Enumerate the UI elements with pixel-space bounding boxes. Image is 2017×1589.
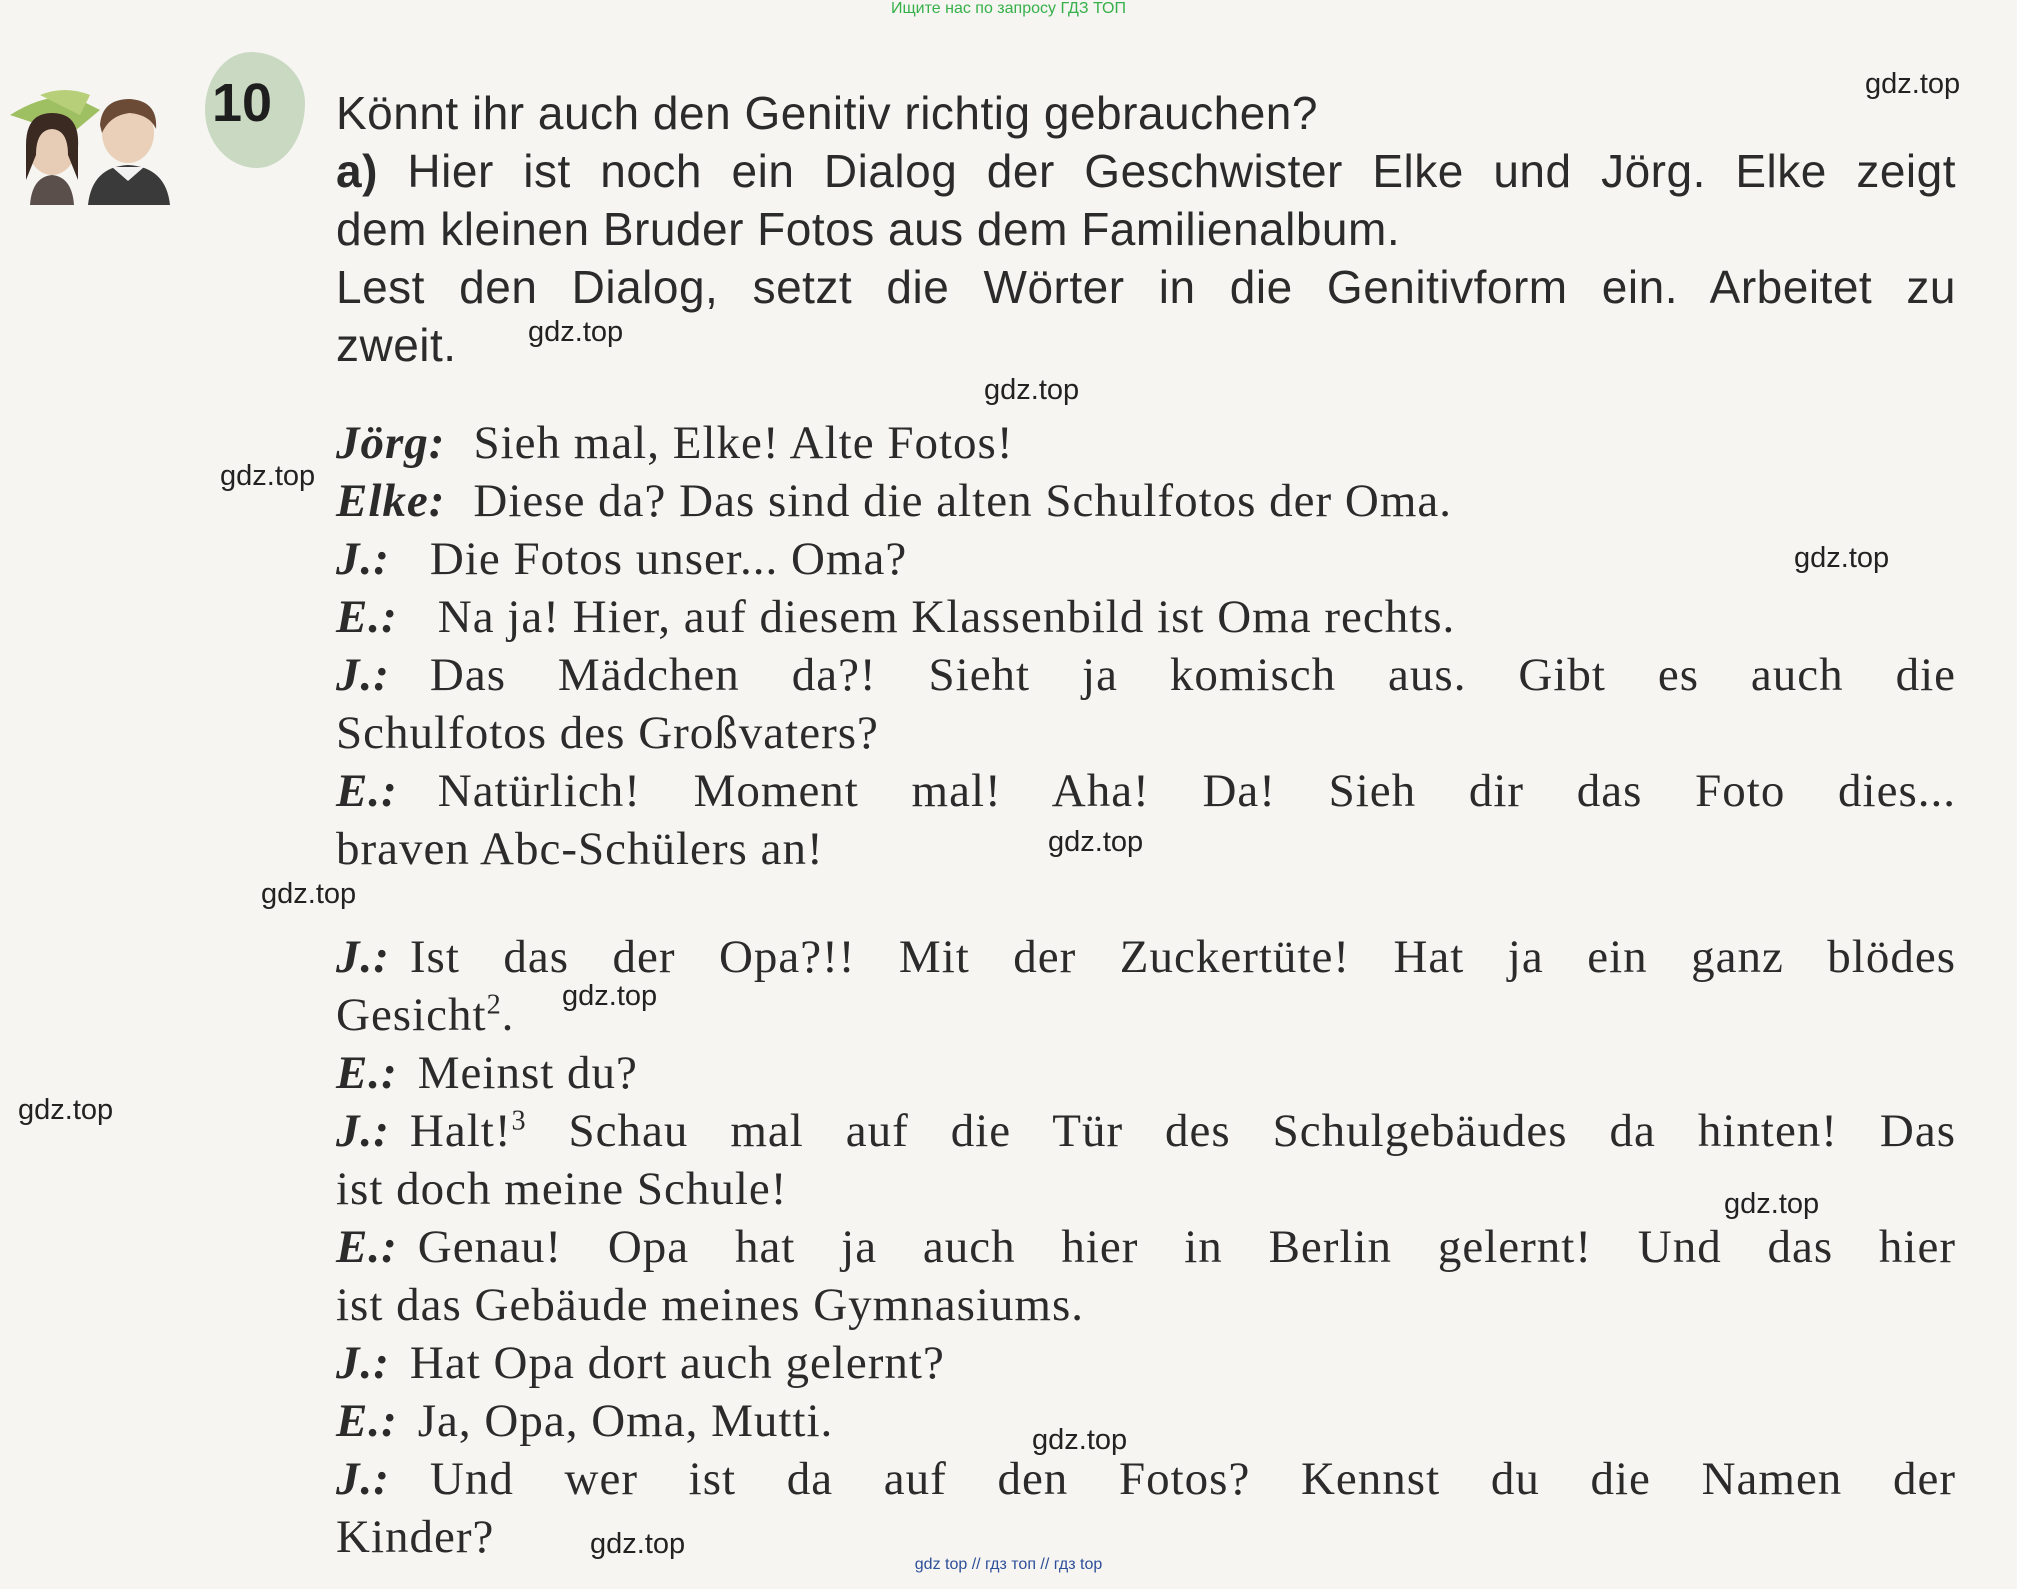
dialog-line <box>336 588 1956 646</box>
watermark: gdz.top <box>1794 542 1890 574</box>
dialog-text: Diese da? Das sind die alten Schulfotos der Oma. <box>473 475 1453 527</box>
dialog-text: Die Fotos unser... Oma? <box>429 533 908 585</box>
speaker: J.: <box>336 649 390 701</box>
speaker: J.: <box>336 931 390 983</box>
speaker: E.: <box>336 591 398 643</box>
dialog-text: Das Mädchen da?! Sieht ja komisch aus. Gibt es auch die <box>429 649 1956 701</box>
task-title: Könnt ihr auch den Genitiv richtig gebrauchen? <box>336 87 1318 139</box>
dialog-line <box>336 472 1956 530</box>
speaker: Elke: <box>336 475 446 527</box>
dialog-line <box>336 1102 1956 1160</box>
dialog-line <box>336 1450 1956 1508</box>
dialog-text: Na ja! Hier, auf diesem Klassenbild ist Oma rechts. <box>437 591 1456 643</box>
bottom-banner: gdz top // гдз топ // гдз top <box>914 1556 1103 1573</box>
dialog-line <box>336 1218 1956 1276</box>
dialog-line-continuation: ist doch meine Schule! <box>336 1163 788 1215</box>
dialog-line <box>336 1334 1956 1392</box>
dialog-text: Natürlich! Moment mal! Aha! Da! Sieh dir das Foto dies... <box>437 765 1956 817</box>
dialog-text: Genau! Opa hat ja auch hier in Berlin gelernt! Und das hier <box>417 1221 1956 1273</box>
speaker: E.: <box>336 1395 398 1447</box>
task-instruction-line-2: dem kleinen Bruder Fotos aus dem Familienalbum. <box>336 203 1401 255</box>
dialog-line <box>336 646 1956 704</box>
watermark: gdz.top <box>1048 826 1144 858</box>
task-instruction-line-1 <box>336 142 1956 200</box>
instruction-text: Hier ist noch ein Dialog der Geschwister Elke und Jörg. Elke zeigt <box>407 145 1957 197</box>
dialog-text: Halt! <box>409 1105 512 1157</box>
speaker: J.: <box>336 1105 390 1157</box>
children-illustration <box>10 85 195 205</box>
speaker: J.: <box>336 1453 390 1505</box>
dialog-line <box>336 928 1956 986</box>
speaker: E.: <box>336 1221 398 1273</box>
dialog-line <box>336 1392 1956 1450</box>
dialog-line-continuation: ist das Gebäude meines Gymnasiums. <box>336 1279 1085 1331</box>
dialog-text: Schau mal auf die Tür des Schulgebäudes da hinten! Das <box>526 1105 1956 1157</box>
watermark: gdz.top <box>1865 68 1961 100</box>
speaker: Jörg: <box>336 417 446 469</box>
task-instruction-line-4: zweit. <box>336 319 457 371</box>
task-instruction-line-3: Lest den Dialog, setzt die Wörter in die Genitivform ein. Arbeitet zu <box>336 261 1956 313</box>
watermark: gdz.top <box>562 980 658 1012</box>
top-banner: Ищите нас по запросу ГДЗ ТОП <box>891 0 1126 17</box>
speaker: E.: <box>336 765 398 817</box>
dialog-text: Hat Opa dort auch gelernt? <box>409 1337 945 1389</box>
dialog-text: Gesicht <box>336 989 487 1041</box>
dialog-text: Ist das der Opa?!! Mit der Zuckertüte! Hat ja ein ganz blödes <box>409 931 1956 983</box>
dialog-line-continuation: braven Abc-Schülers an! <box>336 823 824 875</box>
speaker: J.: <box>336 533 390 585</box>
dialog-line-continuation: Schulfotos des Großvaters? <box>336 707 879 759</box>
dialog-text: Und wer ist da auf den Fotos? Kennst du die Namen der <box>429 1453 1956 1505</box>
footnote-marker: 2 <box>486 989 502 1021</box>
dialog-line <box>336 1044 1956 1102</box>
dialog-line <box>336 414 1956 472</box>
watermark: gdz.top <box>18 1094 114 1126</box>
watermark: gdz.top <box>1724 1188 1820 1220</box>
watermark: gdz.top <box>528 316 624 348</box>
watermark: gdz.top <box>984 374 1080 406</box>
task-number: 10 <box>212 73 273 133</box>
footnote-marker: 3 <box>511 1105 527 1137</box>
speaker: J.: <box>336 1337 390 1389</box>
dialog-text: Meinst du? <box>417 1047 638 1099</box>
speaker: E.: <box>336 1047 398 1099</box>
part-label: a) <box>336 145 378 197</box>
watermark: gdz.top <box>261 878 357 910</box>
dialog-line-continuation: Kinder? <box>336 1511 495 1563</box>
watermark: gdz.top <box>590 1528 686 1560</box>
dialog-text: . <box>501 989 515 1041</box>
dialog-text: Ja, Opa, Oma, Mutti. <box>417 1395 834 1447</box>
watermark: gdz.top <box>220 460 316 492</box>
dialog-line <box>336 530 1956 588</box>
dialog-line <box>336 762 1956 820</box>
dialog-text: Sieh mal, Elke! Alte Fotos! <box>473 417 1014 469</box>
watermark: gdz.top <box>1032 1424 1128 1456</box>
